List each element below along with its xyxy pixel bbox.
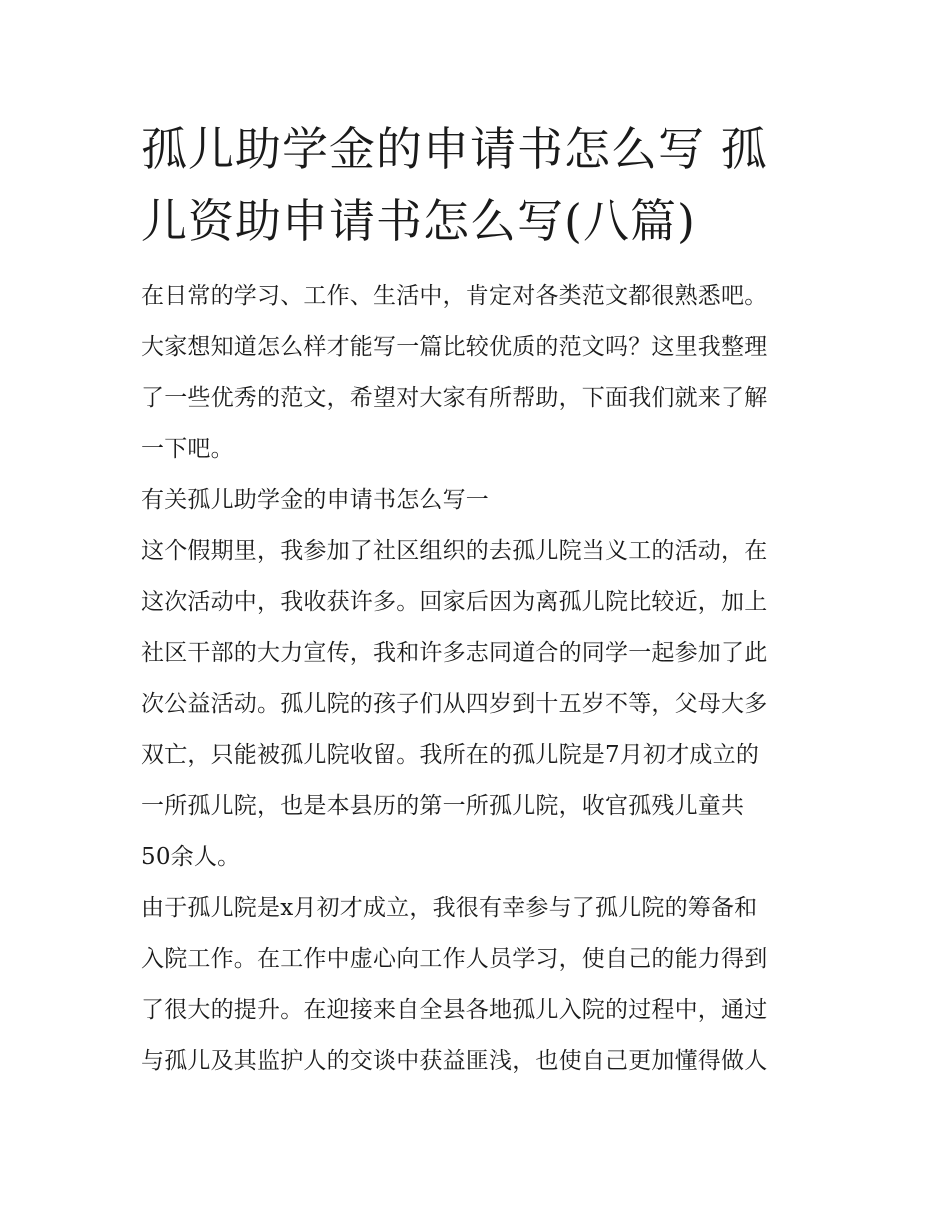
paragraph-line: 双亡，只能被孤儿院收留。我所在的孤儿院是7月初才成立的 xyxy=(141,742,760,768)
paragraph-line: 由于孤儿院是x月初才成立，我很有幸参与了孤儿院的筹备和 xyxy=(141,895,758,921)
paragraph-line: 这个假期里，我参加了社区组织的去孤儿院当义工的活动，在 xyxy=(141,538,768,564)
paragraph-line: 一所孤儿院，也是本县历的第一所孤儿院，收官孤残儿童共 xyxy=(141,793,745,819)
title-line: 孤儿助学金的申请书怎么写 孤 xyxy=(141,122,768,176)
paragraph-line: 入院工作。在工作中虚心向工作人员学习，使自己的能力得到 xyxy=(141,946,768,972)
paragraph-line: 次公益活动。孤儿院的孩子们从四岁到十五岁不等，父母大多 xyxy=(141,691,768,717)
intro-line: 一下吧。 xyxy=(141,436,234,462)
paragraph-line: 与孤儿及其监护人的交谈中获益匪浅，也使自己更加懂得做人 xyxy=(141,1048,768,1074)
document-title xyxy=(141,113,813,257)
paragraph-line: 50余人。 xyxy=(141,844,241,870)
paragraph-line: 这次活动中，我收获许多。回家后因为离孤儿院比较近，加上 xyxy=(141,589,768,615)
intro-line: 了一些优秀的范文，希望对大家有所帮助，下面我们就来了解 xyxy=(141,385,768,411)
intro-line: 大家想知道怎么样才能写一篇比较优质的范文吗？这里我整理 xyxy=(141,334,768,360)
paragraph-line: 了很大的提升。在迎接来自全县各地孤儿入院的过程中，通过 xyxy=(141,997,768,1023)
paragraph-line: 社区干部的大力宣传，我和许多志同道合的同学一起参加了此 xyxy=(141,640,768,666)
intro-line: 在日常的学习、工作、生活中，肯定对各类范文都很熟悉吧。 xyxy=(141,283,768,309)
section-heading: 有关孤儿助学金的申请书怎么写一 xyxy=(141,487,489,513)
document-body xyxy=(141,271,813,1087)
document-content xyxy=(141,113,813,1087)
title-line: 儿资助申请书怎么写(八篇) xyxy=(141,194,696,248)
